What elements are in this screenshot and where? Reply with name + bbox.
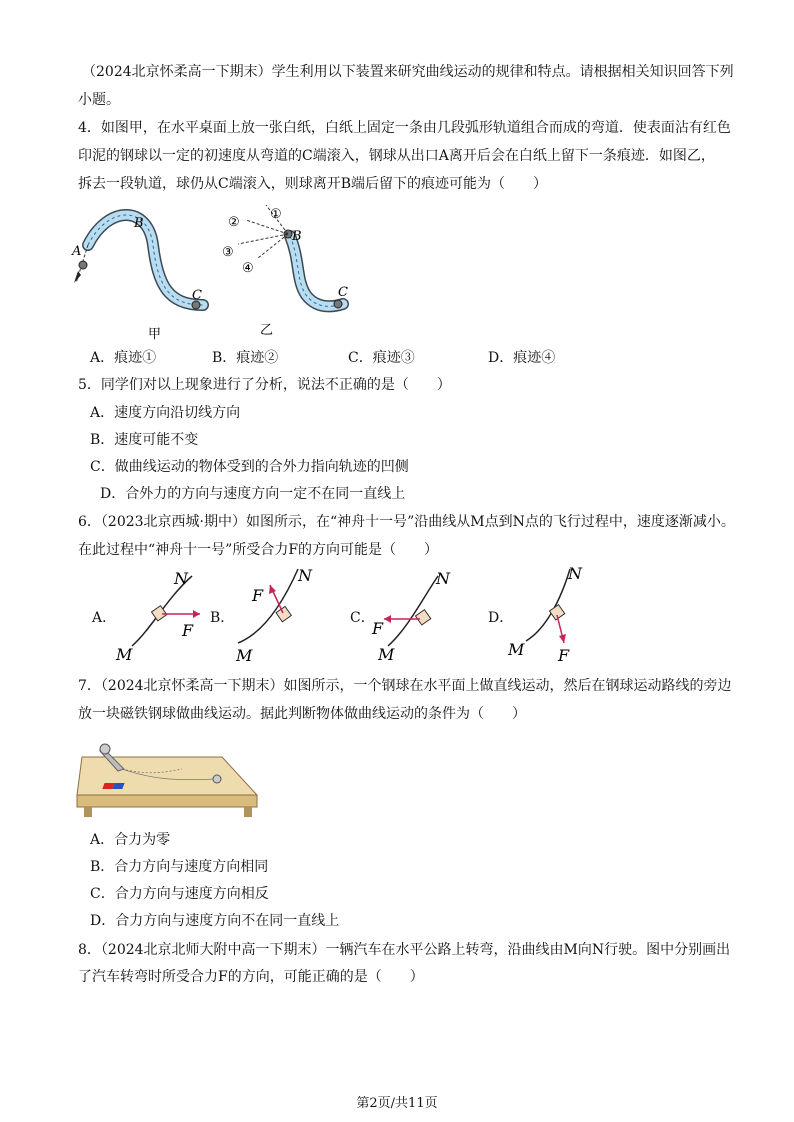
trace-3	[238, 234, 288, 244]
intro-line-1: （2024北京怀柔高一下期末）学生利用以下装置来研究曲线运动的规律和特点。请根据相关知识回答下列	[82, 64, 734, 80]
ball-icon	[100, 744, 110, 754]
q6-option-b[interactable]: B．	[210, 610, 235, 626]
label-c: C	[338, 285, 348, 300]
label-n: N	[436, 569, 450, 588]
label-n: N	[568, 564, 582, 583]
q6-option-d[interactable]: D．	[488, 610, 514, 626]
label-m: M	[116, 645, 133, 663]
ball-icon	[79, 261, 87, 269]
q7-figure-magnet-table	[72, 735, 262, 835]
q7-option-c[interactable]: C．合力方向与速度方向相反	[90, 886, 269, 902]
label-b: B	[134, 216, 144, 231]
q4-stem-line-3: 拆去一段轨道，球仍从C端滚入，则球离开B端后留下的痕迹可能为（ ）	[78, 176, 547, 192]
q5-option-a[interactable]: A．速度方向沿切线方向	[90, 405, 241, 421]
label-m: M	[236, 646, 253, 663]
magnet-icon	[102, 783, 124, 789]
trace-label-1: ①	[270, 207, 282, 222]
q6-stem-line-1: 6．（2023北京西城·期中）如图所示，在“神舟十一号”沿曲线从M点到N点的飞行过程中，速度逐渐减小。	[78, 514, 735, 530]
q7-option-a[interactable]: A．合力为零	[90, 832, 171, 848]
q7-option-b[interactable]: B．合力方向与速度方向相同	[90, 859, 269, 875]
label-f: F	[372, 619, 384, 638]
label-f: F	[252, 586, 264, 605]
q7-option-d[interactable]: D．合力方向与速度方向不在同一直线上	[90, 913, 340, 929]
q6-figure-b[interactable]	[228, 563, 328, 663]
q4-figure-yi	[218, 200, 368, 340]
label-f: F	[182, 621, 194, 640]
label-m: M	[508, 640, 525, 659]
label-c: C	[192, 288, 202, 303]
q6-figure-a[interactable]	[112, 568, 222, 663]
q7-stem-line-1: 7．（2024北京怀柔高一下期末）如图所示，一个钢球在水平面上做直线运动，然后在钢球运动路线的旁边	[78, 678, 732, 694]
caption-jia: 甲	[148, 327, 162, 342]
q6-option-a[interactable]: A．	[92, 610, 117, 626]
q4-stem-line-1: 4．如图甲，在水平桌面上放一张白纸，白纸上固定一条由几段弧形轨道组合而成的弯道．使表面沾有红色	[78, 120, 731, 136]
q4-option-d[interactable]: D．痕迹④	[488, 350, 556, 366]
q4-figure-jia	[68, 205, 228, 345]
label-n: N	[298, 566, 312, 585]
trace-4	[258, 234, 288, 258]
q6-figure-d[interactable]	[506, 563, 606, 663]
q6-stem-line-2: 在此过程中“神舟十一号”所受合力F的方向可能是（ ）	[78, 542, 439, 558]
q5-option-b[interactable]: B．速度可能不变	[90, 432, 199, 448]
label-a: A	[72, 244, 82, 259]
q5-stem: 5．同学们对以上现象进行了分析，说法不正确的是（ ）	[78, 377, 451, 393]
page-number: 第2页/共11页	[356, 1096, 438, 1111]
q6-option-c[interactable]: C．	[350, 610, 375, 626]
q5-option-d[interactable]: D．合外力的方向与速度方向一定不在同一直线上	[100, 486, 406, 502]
q8-stem-line-1: 8．（2024北京北师大附中高一下期末）一辆汽车在水平公路上转弯，沿曲线由M向N行驶。图中分别画出	[78, 942, 731, 958]
q4-option-c[interactable]: C．痕迹③	[348, 350, 415, 366]
q8-stem-line-2: 了汽车转弯时所受合力F的方向，可能正确的是（ ）	[78, 969, 424, 985]
caption-yi: 乙	[260, 323, 274, 338]
trace-label-2: ②	[228, 215, 240, 230]
q4-option-b[interactable]: B．痕迹②	[212, 350, 279, 366]
q7-stem-line-2: 放一块磁铁钢球做曲线运动。据此判断物体做曲线运动的条件为（ ）	[78, 706, 526, 722]
label-b: B	[292, 229, 302, 244]
label-f: F	[558, 646, 570, 663]
trace-label-4: ④	[242, 261, 254, 276]
label-n: N	[174, 569, 188, 588]
label-m: M	[378, 645, 395, 663]
q5-option-c[interactable]: C．做曲线运动的物体受到的合外力指向轨迹的凹侧	[90, 459, 409, 475]
trace-2	[246, 220, 288, 234]
intro-line-2: 小题。	[78, 92, 120, 108]
q4-stem-line-2: 印泥的钢球以一定的初速度从弯道的C端滚入，钢球从出口A离开后会在白纸上留下一条痕迹．如图乙，	[78, 148, 715, 164]
q6-figure-c[interactable]	[368, 568, 468, 663]
trace-label-3: ③	[222, 245, 234, 260]
q4-option-a[interactable]: A．痕迹①	[90, 350, 157, 366]
